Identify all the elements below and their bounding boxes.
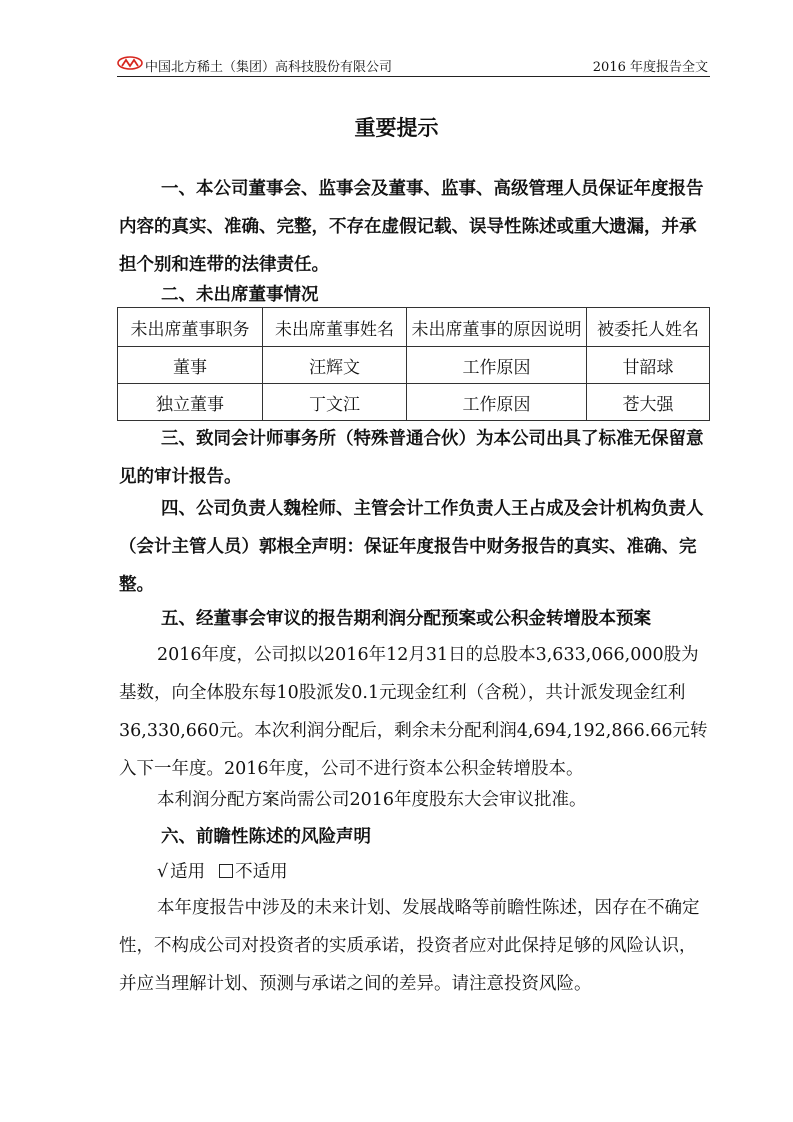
table-cell: 甘韶球	[587, 347, 710, 384]
section-2-heading: 二、未出席董事情况	[161, 285, 319, 305]
table-cell: 工作原因	[407, 384, 587, 421]
table-cell: 董事	[118, 347, 263, 384]
absent-directors-table	[117, 307, 710, 421]
company-logo-icon	[117, 56, 143, 70]
applicable-label: 适用	[170, 862, 206, 882]
column-header: 未出席董事职务	[118, 308, 263, 347]
section-3: 三、致同会计师事务所（特殊普通合伙）为本公司出具了标准无保留意见的审计报告。	[119, 429, 704, 487]
section-6-paragraph: 本年度报告中涉及的未来计划、发展战略等前瞻性陈述，因存在不确定性，不构成公司对投资者的实质承诺，投资者应对此保持足够的风险认识，并应当理解计划、预测与承诺之间的差异。请注意投资风险。	[119, 898, 700, 994]
column-header: 未出席董事姓名	[263, 308, 407, 347]
table-cell: 独立董事	[118, 384, 263, 421]
section-5-note: 本利润分配方案尚需公司2016年度股东大会审议批准。	[157, 790, 587, 810]
table-cell: 丁文江	[263, 384, 407, 421]
section-4: 四、公司负责人魏栓师、主管会计工作负责人王占成及会计机构负责人（会计主管人员）郭根全声明：保证年度报告中财务报告的真实、准确、完整。	[119, 499, 704, 595]
section-6-heading: 六、前瞻性陈述的风险声明	[161, 827, 371, 847]
not-applicable-label: 不适用	[235, 862, 288, 882]
column-header: 被委托人姓名	[587, 308, 710, 347]
applicability-options	[119, 853, 711, 891]
table-cell: 苍大强	[587, 384, 710, 421]
section-5-paragraph: 2016年度，公司拟以2016年12月31日的总股本3,633,066,000股为基数，向全体股东每10股派发0.1元现金红利（含税），共计派发现金红利36,330,660元。本次利润分配后，剩余未分配利润4,694,192,866.66元转入下一年度。2016年度，公司不进行资本公积金转增股本。	[119, 645, 708, 779]
section-1: 一、本公司董事会、监事会及董事、监事、高级管理人员保证年度报告内容的真实、准确、完整，不存在虚假记载、误导性陈述或重大遗漏，并承担个别和连带的法律责任。	[119, 179, 704, 275]
table-header-row	[118, 308, 710, 347]
empty-checkbox-icon	[219, 864, 233, 878]
table-cell: 汪辉文	[263, 347, 407, 384]
report-title: 2016 年度报告全文	[592, 60, 708, 75]
table-row	[118, 384, 710, 421]
page-header	[117, 54, 710, 77]
page-title: 重要提示	[354, 116, 439, 140]
table-cell: 工作原因	[407, 347, 587, 384]
column-header: 未出席董事的原因说明	[407, 308, 587, 347]
table-row	[118, 347, 710, 384]
company-name: 中国北方稀土（集团）高科技股份有限公司	[145, 60, 393, 75]
check-mark-icon: √	[157, 862, 169, 882]
section-5-heading: 五、经董事会审议的报告期利润分配预案或公积金转增股本预案	[161, 609, 651, 629]
